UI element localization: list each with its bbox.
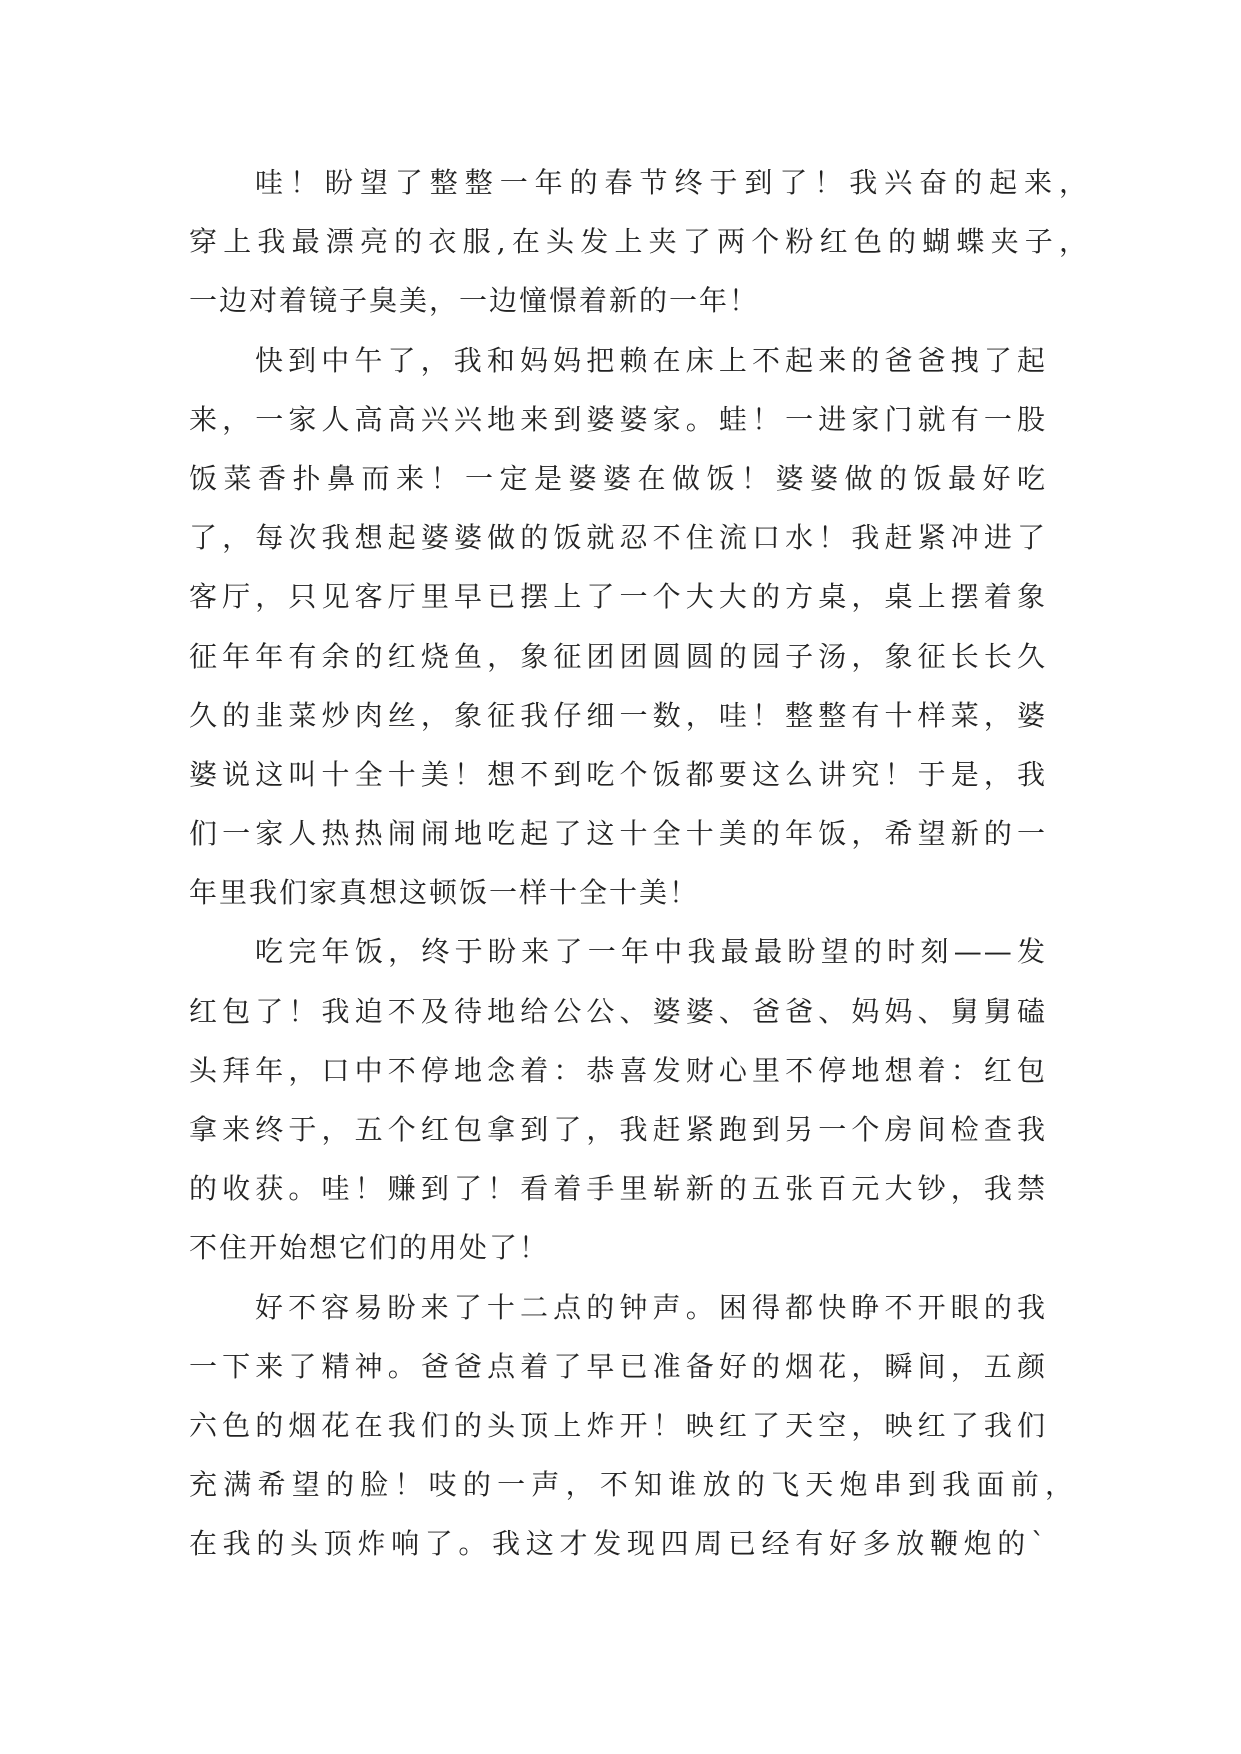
text-line: 好不容易盼来了十二点的钟声。困得都快睁不开眼的我 [255,1290,1047,1324]
body-text [189,153,1089,1574]
text-line: 征年年有余的红烧鱼，象征团团圆圆的园子汤，象征长长久 [189,639,1047,673]
paragraph-3 [189,922,1089,1277]
text-line: 在我的头顶炸响了。我这才发现四周已经有好多放鞭炮的` [189,1527,1047,1561]
text-line: 饭菜香扑鼻而来！一定是婆婆在做饭！婆婆做的饭最好吃 [189,461,1047,495]
text-line: 客厅，只见客厅里早已摆上了一个大大的方桌，桌上摆着象 [189,580,1047,614]
text-line: 不住开始想它们的用处了！ [189,1231,550,1265]
text-line: 快到中午了，我和妈妈把赖在床上不起来的爸爸拽了起 [255,343,1047,377]
text-line: 们一家人热热闹闹地吃起了这十全十美的年饭，希望新的一 [189,817,1047,851]
text-line: 哇！盼望了整整一年的春节终于到了！我兴奋的起来， [255,166,1089,199]
text-line: 拿来终于，五个红包拿到了，我赶紧跑到另一个房间检查我 [189,1113,1047,1146]
text-line: 穿上我最漂亮的衣服,在头发上夹了两个粉红色的蝴蝶夹子， [189,225,1089,259]
text-line: 年里我们家真想这顿饭一样十全十美！ [189,876,700,910]
text-line: 来，一家人高高兴兴地来到婆婆家。蛙！一进家门就有一股 [189,402,1047,436]
paragraph-1 [189,153,1089,331]
text-line: 一下来了精神。爸爸点着了早已准备好的烟花，瞬间，五颜 [189,1349,1047,1383]
text-line: 充满希望的脸！吱的一声，不知谁放的飞天炮串到我面前， [189,1468,1075,1502]
text-line: 婆说这叫十全十美！想不到吃个饭都要这么讲究！于是，我 [189,757,1047,791]
paragraph-2 [189,331,1089,923]
text-line: 了，每次我想起婆婆做的饭就忍不住流口水！我赶紧冲进了 [189,521,1047,555]
text-line: 的收获。哇！赚到了！看着手里崭新的五张百元大钞，我禁 [189,1172,1047,1206]
text-line: 头拜年，口中不停地念着：恭喜发财心里不停地想着：红包 [189,1053,1047,1087]
paragraph-4 [189,1278,1089,1574]
text-line: 久的韭菜炒肉丝，象征我仔细一数，哇！整整有十样菜，婆 [189,698,1047,732]
text-line: 一边对着镜子臭美，一边憧憬着新的一年！ [189,284,760,318]
text-line: 吃完年饭，终于盼来了一年中我最最盼望的时刻——发 [255,935,1047,969]
text-line: 红包了！我迫不及待地给公公、婆婆、爸爸、妈妈、舅舅磕 [189,994,1047,1028]
text-line: 六色的烟花在我们的头顶上炸开！映红了天空，映红了我们 [189,1408,1047,1442]
